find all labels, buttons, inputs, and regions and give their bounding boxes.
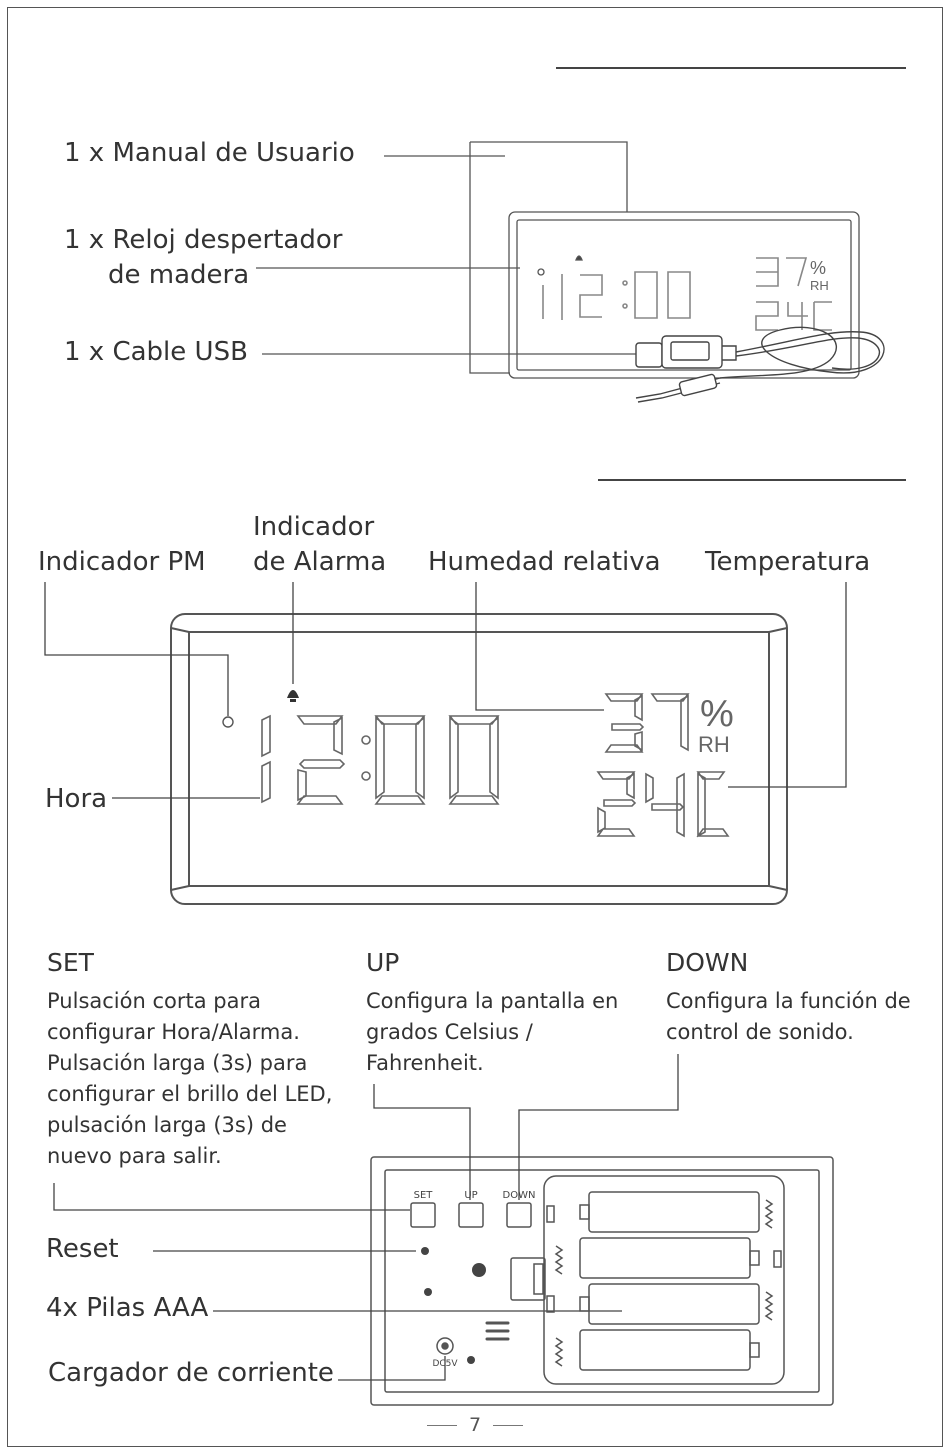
back-up-text: UP (464, 1190, 478, 1201)
back-set-text: SET (413, 1190, 433, 1201)
footer-dash-right (493, 1425, 523, 1426)
label-pm-indicator: Indicador PM (38, 547, 206, 577)
label-batteries: 4x Pilas AAA (46, 1293, 209, 1323)
label-cable: 1 x Cable USB (64, 337, 248, 367)
page-footer (0, 1414, 950, 1436)
label-humidity: Humedad relativa (428, 547, 661, 577)
small-rh-glyph: RH (810, 278, 829, 293)
label-alarm-line2: de Alarma (253, 547, 387, 577)
up-description: Configura la pantalla en grados Celsius / Fahrenheit. (366, 989, 619, 1075)
page-number: 7 (468, 1414, 482, 1436)
back-down-text: DOWN (502, 1190, 536, 1201)
small-pct-glyph: % (810, 258, 827, 278)
down-description: Configura la función de control de sonido. (666, 989, 911, 1044)
up-title: UP (366, 948, 400, 977)
label-manual: 1 x Manual de Usuario (64, 138, 355, 168)
dc-text: DC5V (432, 1359, 458, 1369)
label-clock-line1: 1 x Reloj despertador (64, 225, 343, 255)
humidity-rh-glyph: RH (698, 732, 730, 757)
section-rule-display (598, 479, 906, 481)
label-reset: Reset (46, 1234, 119, 1264)
humidity-pct-glyph: % (700, 693, 734, 735)
down-title: DOWN (666, 948, 749, 977)
set-title: SET (47, 948, 94, 977)
label-alarm-line1: Indicador (253, 512, 375, 542)
section-rule-contents (556, 67, 906, 69)
footer-dash-left (427, 1425, 457, 1426)
page-frame (7, 7, 943, 1447)
set-description: Pulsación corta para configurar Hora/Alarma. Pulsación larga (3s) para configurar el brillo del LED, pulsación larga (3s) de nuevo para salir. (47, 989, 333, 1168)
label-hour: Hora (45, 784, 108, 814)
label-charger: Cargador de corriente (48, 1358, 334, 1388)
label-clock-line2: de madera (108, 260, 250, 290)
label-temperature: Temperatura (705, 547, 871, 577)
